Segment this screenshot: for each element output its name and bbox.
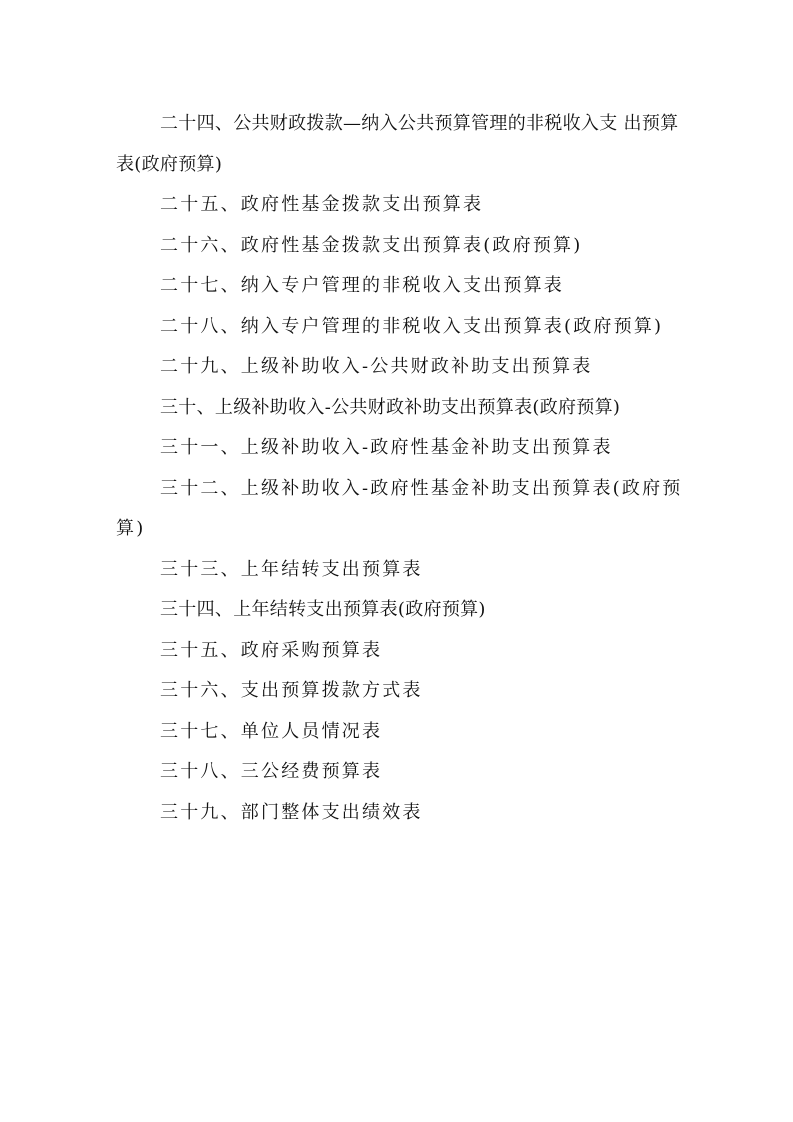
toc-item-25: 二十五、政府性基金拨款支出预算表	[160, 194, 484, 215]
toc-item-39: 三十九、部门整体支出绩效表	[160, 801, 423, 823]
toc-item-30: 三十、上级补助收入-公共财政补助支出预算表(政府预算)	[160, 396, 621, 418]
toc-item-33: 三十三、上年结转支出预算表	[160, 558, 423, 580]
toc-item-27: 二十七、纳入专户管理的非税收入支出预算表	[160, 275, 564, 296]
toc-item-24: 二十四、公共财政拨款—纳入公共预算管理的非税收入支 出预算表(政府预算)	[116, 113, 679, 175]
toc-item-35: 三十五、政府采购预算表	[160, 639, 383, 661]
toc-item-26: 二十六、政府性基金拨款支出预算表(政府预算)	[160, 234, 583, 256]
toc-item-31: 三十一、上级补助收入-政府性基金补助支出预算表	[160, 437, 613, 458]
toc-item-37: 三十七、单位人员情况表	[160, 720, 383, 742]
table-of-contents	[116, 104, 686, 833]
toc-item-32: 三十二、上级补助收入-政府性基金补助支出预算表(政府预算)	[116, 477, 683, 539]
toc-item-28: 二十八、纳入专户管理的非税收入支出预算表(政府预算)	[160, 315, 664, 337]
toc-item-38: 三十八、三公经费预算表	[160, 761, 383, 782]
toc-item-36: 三十六、支出预算拨款方式表	[160, 680, 423, 701]
toc-item-34: 三十四、上年结转支出预算表(政府预算)	[160, 599, 486, 620]
toc-item-29: 二十九、上级补助收入-公共财政补助支出预算表	[160, 356, 593, 377]
